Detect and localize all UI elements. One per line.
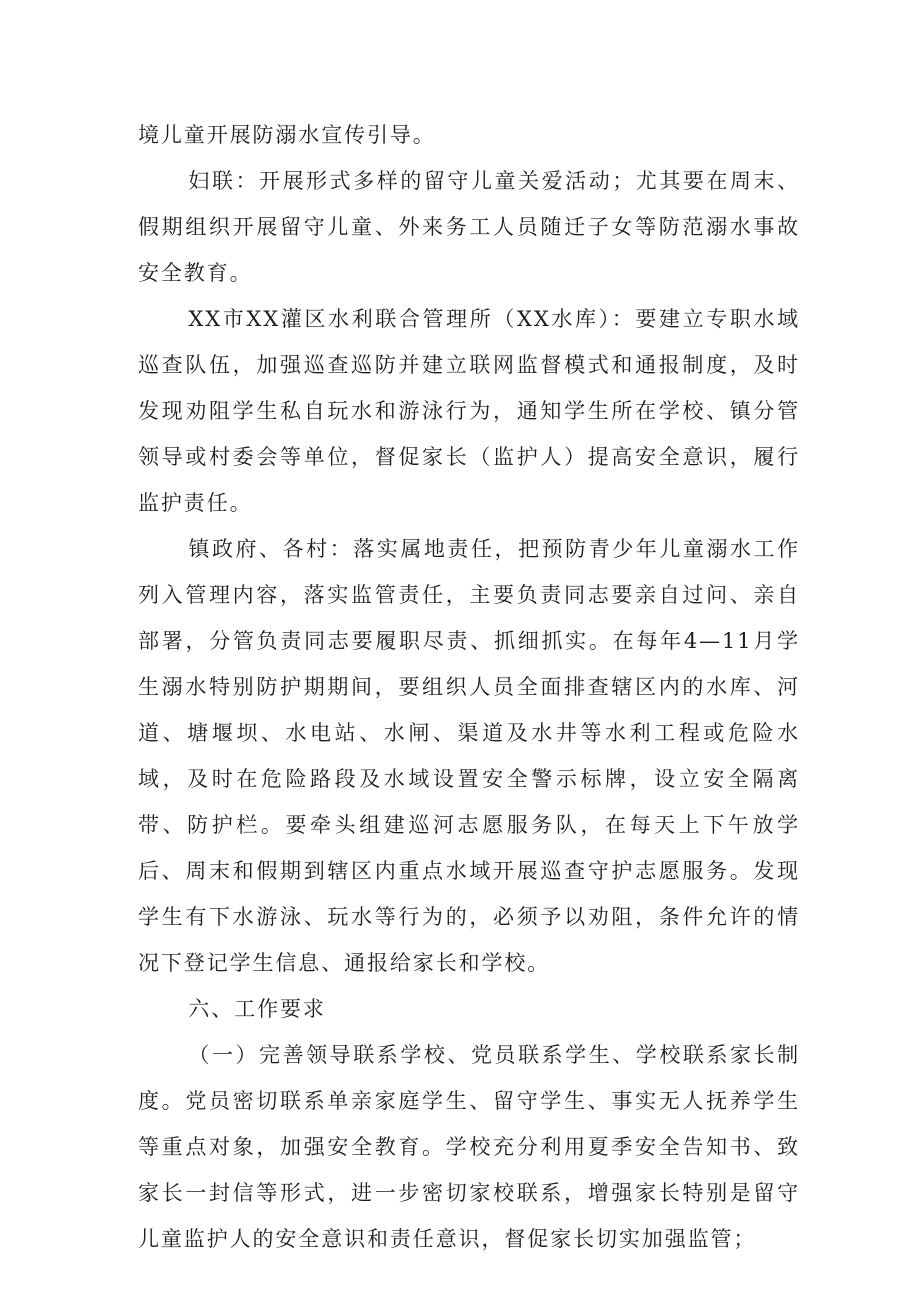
document-body [138, 112, 800, 1262]
paragraph-town-government: 镇政府、各村：落实属地责任，把预防青少年儿童溺水工作列入管理内容，落实监管责任，主要负责同志要亲自过问、亲自部署，分管负责同志要履职尽责、抓细抓实。在每年4—11月学生溺水特别防护期期间，要组织人员全面排查辖区内的水库、河道、塘堰坝、水电站、水闸、渠道及水井等水利工程或危险水域，及时在危险路段及水域设置安全警示标牌，设立安全隔离带、防护栏。要牵头组建巡河志愿服务队，在每天上下午放学后、周末和假期到辖区内重点水域开展巡查守护志愿服务。发现学生有下水游泳、玩水等行为的，必须予以劝阻，条件允许的情况下登记学生信息、通报给家长和学校。 [138, 537, 800, 975]
section-heading-work-requirements: 六、工作要求 [188, 997, 326, 1021]
paragraph-womens-federation: 妇联：开展形式多样的留守儿童关爱活动；尤其要在周末、假期组织开展留守儿童、外来务工人员随迁子女等防范溺水事故安全教育。 [138, 169, 800, 285]
paragraph-requirement-one: （一）完善领导联系学校、党员联系学生、学校联系家长制度。党员密切联系单亲家庭学生、留守学生、事实无人抚养学生等重点对象，加强安全教育。学校充分利用夏季安全告知书、致家长一封信等形式，进一步密切家校联系，增强家长特别是留守儿童监护人的安全意识和责任意识，督促家长切实加强监管； [138, 1043, 800, 1251]
paragraph-water-management: XX市XX灌区水利联合管理所（XX水库）：要建立专职水域巡查队伍，加强巡查巡防并建立联网监督模式和通报制度，及时发现劝阻学生私自玩水和游泳行为，通知学生所在学校、镇分管领导或村委会等单位，督促家长（监护人）提高安全意识，履行监护责任。 [138, 307, 800, 515]
paragraph-continuation: 境儿童开展防溺水宣传引导。 [138, 123, 436, 147]
